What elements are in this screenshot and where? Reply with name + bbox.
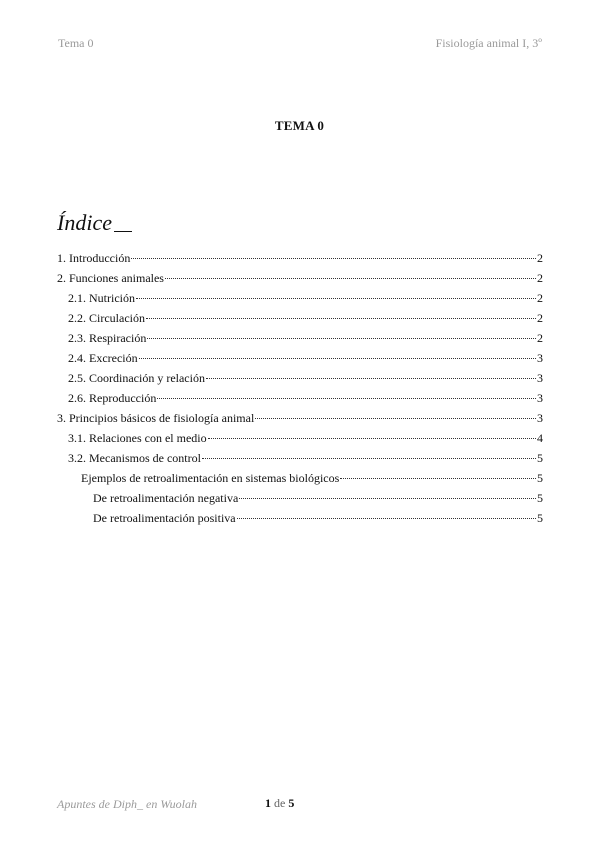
- toc-entry[interactable]: [57, 508, 543, 528]
- page-total: 5: [288, 796, 295, 810]
- toc-entry-page: 3: [537, 411, 543, 425]
- toc-entry-page: 3: [537, 371, 543, 385]
- toc-entry-page: 5: [537, 511, 543, 525]
- toc-leader-dots: [146, 318, 536, 319]
- toc-entry-page: 2: [537, 251, 543, 265]
- toc-entry[interactable]: [57, 288, 543, 308]
- toc-entry-label: 2. Funciones animales: [57, 271, 164, 285]
- toc-leader-dots: [131, 258, 536, 259]
- toc-leader-dots: [165, 278, 536, 279]
- toc-entry-label: Ejemplos de retroalimentación en sistemas biológicos: [81, 471, 340, 485]
- toc-entry-label: 3.2. Mecanismos de control: [68, 451, 201, 465]
- toc-leader-dots: [237, 518, 536, 519]
- toc-leader-dots: [239, 498, 536, 499]
- toc-entry-page: 2: [537, 291, 543, 305]
- toc-leader-dots: [147, 338, 536, 339]
- toc-entry-page: 5: [537, 491, 543, 505]
- toc-leader-dots: [340, 478, 536, 479]
- toc-entry-label: 3. Principios básicos de fisiología animal: [57, 411, 255, 425]
- toc-entry[interactable]: [57, 268, 543, 288]
- toc-entry[interactable]: [57, 308, 543, 328]
- toc-entry[interactable]: [57, 328, 543, 348]
- toc-entry[interactable]: [57, 388, 543, 408]
- toc-entry[interactable]: [57, 408, 543, 428]
- header-left-text: Tema 0: [58, 36, 94, 50]
- toc-entry-page: 4: [537, 431, 543, 445]
- index-heading-text: Índice: [57, 210, 112, 235]
- toc-entry-page: 3: [537, 391, 543, 405]
- toc-entry[interactable]: [57, 248, 543, 268]
- document-title: TEMA 0: [274, 118, 325, 133]
- toc-entry-label: 2.4. Excreción: [68, 351, 138, 365]
- toc-entry[interactable]: [57, 448, 543, 468]
- table-of-contents: [57, 248, 543, 528]
- toc-entry-label: 1. Introducción: [57, 251, 131, 265]
- toc-entry-page: 2: [537, 331, 543, 345]
- toc-entry-label: 2.1. Nutrición: [68, 291, 135, 305]
- toc-entry[interactable]: [57, 468, 543, 488]
- page-separator: de: [274, 796, 286, 810]
- toc-leader-dots: [206, 378, 536, 379]
- toc-leader-dots: [202, 458, 536, 459]
- toc-leader-dots: [139, 358, 536, 359]
- footer-source: Apuntes de Diph_ en Wuolah: [57, 797, 197, 811]
- toc-entry[interactable]: [57, 428, 543, 448]
- footer-page-number: [265, 796, 294, 811]
- toc-entry-label: De retroalimentación positiva: [93, 511, 236, 525]
- toc-entry-label: 2.5. Coordinación y relación: [68, 371, 205, 385]
- toc-entry[interactable]: [57, 368, 543, 388]
- toc-entry-label: 2.6. Reproducción: [68, 391, 157, 405]
- toc-entry-page: 5: [537, 471, 543, 485]
- toc-entry-label: 2.3. Respiración: [68, 331, 147, 345]
- toc-entry-label: De retroalimentación negativa: [93, 491, 239, 505]
- index-heading-underline: [114, 231, 132, 232]
- index-heading: [57, 210, 132, 236]
- toc-entry-page: 2: [537, 271, 543, 285]
- toc-leader-dots: [157, 398, 536, 399]
- toc-leader-dots: [255, 418, 536, 419]
- toc-entry[interactable]: [57, 488, 543, 508]
- header-right-text: Fisiología animal I, 3º: [435, 36, 542, 50]
- toc-leader-dots: [208, 438, 536, 439]
- toc-entry-page: 2: [537, 311, 543, 325]
- page-current: 1: [265, 796, 271, 810]
- toc-entry-label: 2.2. Circulación: [68, 311, 145, 325]
- toc-leader-dots: [136, 298, 536, 299]
- toc-entry[interactable]: [57, 348, 543, 368]
- toc-entry-page: 3: [537, 351, 543, 365]
- toc-entry-label: 3.1. Relaciones con el medio: [68, 431, 207, 445]
- toc-entry-page: 5: [537, 451, 543, 465]
